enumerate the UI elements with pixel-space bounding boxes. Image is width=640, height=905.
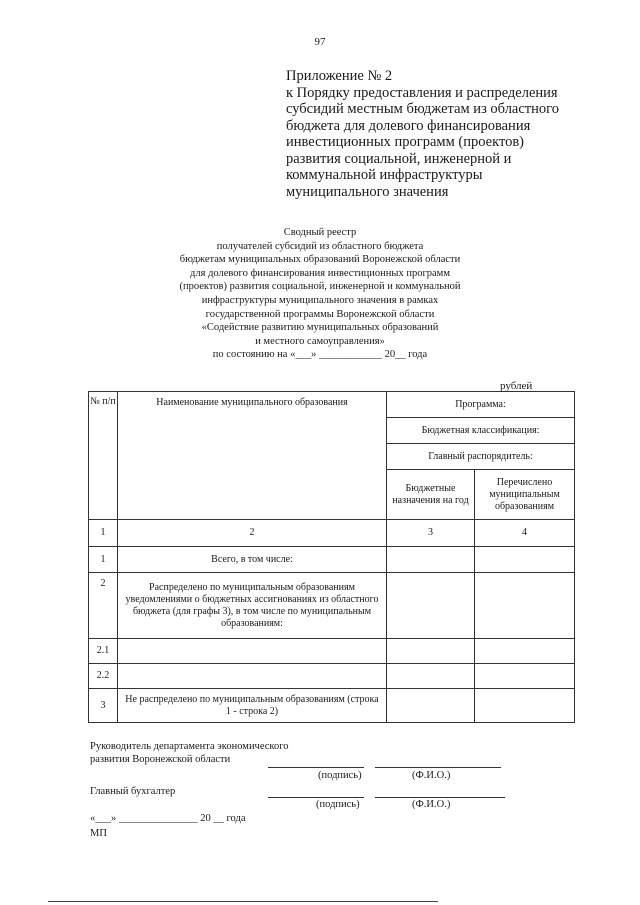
units-label: рублей xyxy=(500,380,533,392)
row-value-col3 xyxy=(387,639,475,664)
accountant-signature-label: (подпись) xyxy=(316,799,360,810)
numbering-cell: 3 xyxy=(387,520,475,547)
bottom-rule xyxy=(48,901,438,902)
page-number: 97 xyxy=(314,36,326,48)
numbering-cell: 1 xyxy=(89,520,118,547)
header-col3: Бюджетные назначения на год xyxy=(387,470,475,520)
appendix-line: бюджета для долевого финансирования xyxy=(286,117,531,134)
head-title-line2: развития Воронежской области xyxy=(90,754,231,765)
register-title-line: получателей субсидий из областного бюджета xyxy=(216,240,424,252)
accountant-name-line xyxy=(375,797,505,798)
row-value-col4 xyxy=(475,547,575,573)
register-title xyxy=(150,226,490,362)
header-budget-classification: Бюджетная классификация: xyxy=(387,418,575,444)
register-title-line: и местного самоуправления» xyxy=(255,335,385,347)
row-value-col3 xyxy=(387,573,475,639)
row-value-col3 xyxy=(387,689,475,723)
appendix-line: субсидий местным бюджетам из областного xyxy=(286,101,559,117)
chief-accountant-label: Главный бухгалтер xyxy=(90,786,176,797)
appendix-line: к Порядку предоставления и распределения xyxy=(286,84,558,101)
row-value-col4 xyxy=(475,689,575,723)
row-value-col3 xyxy=(387,664,475,689)
row-value-col4 xyxy=(475,573,575,639)
numbering-cell: 2 xyxy=(118,520,387,547)
register-title-line: инфраструктуры муниципального значения в рамках xyxy=(201,294,439,306)
numbering-cell: 4 xyxy=(475,520,575,547)
row-value-col4 xyxy=(475,664,575,689)
header-name: Наименование муниципального образования xyxy=(118,392,387,520)
register-title-line: бюджетам муниципальных образований Воронежской области xyxy=(179,254,461,266)
register-title-line: государственной программы Воронежской области xyxy=(205,308,435,320)
register-title-line: Сводный реестр xyxy=(283,227,357,238)
appendix-line: инвестиционных программ (проектов) xyxy=(286,134,525,150)
row-name: Всего, в том числе: xyxy=(118,547,387,573)
row-number: 1 xyxy=(89,547,118,573)
table-row xyxy=(89,664,575,689)
head-signature-line xyxy=(268,767,364,768)
row-value-col3 xyxy=(387,547,475,573)
accountant-name-label: (Ф.И.О.) xyxy=(412,799,451,810)
row-value-col4 xyxy=(475,639,575,664)
table-row xyxy=(89,547,575,573)
row-name xyxy=(118,664,387,689)
appendix-heading xyxy=(286,68,586,200)
appendix-line: развития социальной, инженерной и xyxy=(286,150,512,167)
register-table xyxy=(88,391,575,723)
head-name-line xyxy=(375,767,501,768)
head-name-label: (Ф.И.О.) xyxy=(412,770,451,781)
row-number: 2.2 xyxy=(89,664,118,689)
register-title-line: (проектов) развития социальной, инженерной и коммунальной xyxy=(179,281,461,293)
stamp-label: МП xyxy=(90,828,107,839)
header-number: № п/п xyxy=(89,392,118,520)
table-row xyxy=(89,573,575,639)
row-name: Распределено по муниципальным образованиям уведомлениями о бюджетных ассигнованиях из областного бюджета (для графы 3), в том числе по муниципальным образованиям: xyxy=(118,573,387,639)
appendix-line: муниципального значения xyxy=(286,183,449,200)
accountant-signature-line xyxy=(268,797,364,798)
date-line: «___» _______________ 20 __ года xyxy=(90,813,246,824)
header-main-manager: Главный распорядитель: xyxy=(387,444,575,470)
header-col4: Перечислено муниципальным образованиям xyxy=(475,470,575,520)
head-signature-label: (подпись) xyxy=(318,770,362,781)
appendix-line: Приложение № 2 xyxy=(286,68,393,84)
head-title-line1: Руководитель департамента экономического xyxy=(90,741,289,752)
row-number: 2.1 xyxy=(89,639,118,664)
appendix-line: коммунальной инфраструктуры xyxy=(286,167,483,183)
header-program: Программа: xyxy=(387,392,575,418)
register-title-line: по состоянию на «___» ____________ 20__ года xyxy=(212,349,428,361)
row-number: 3 xyxy=(89,689,118,723)
table-row xyxy=(89,639,575,664)
row-number: 2 xyxy=(89,573,118,639)
register-title-line: для долевого финансирования инвестиционных программ xyxy=(190,267,450,279)
row-name xyxy=(118,639,387,664)
row-name: Не распределено по муниципальным образованиям (строка 1 - строка 2) xyxy=(118,689,387,723)
register-title-line: «Содействие развитию муниципальных образований xyxy=(201,322,439,334)
table-row xyxy=(89,689,575,723)
